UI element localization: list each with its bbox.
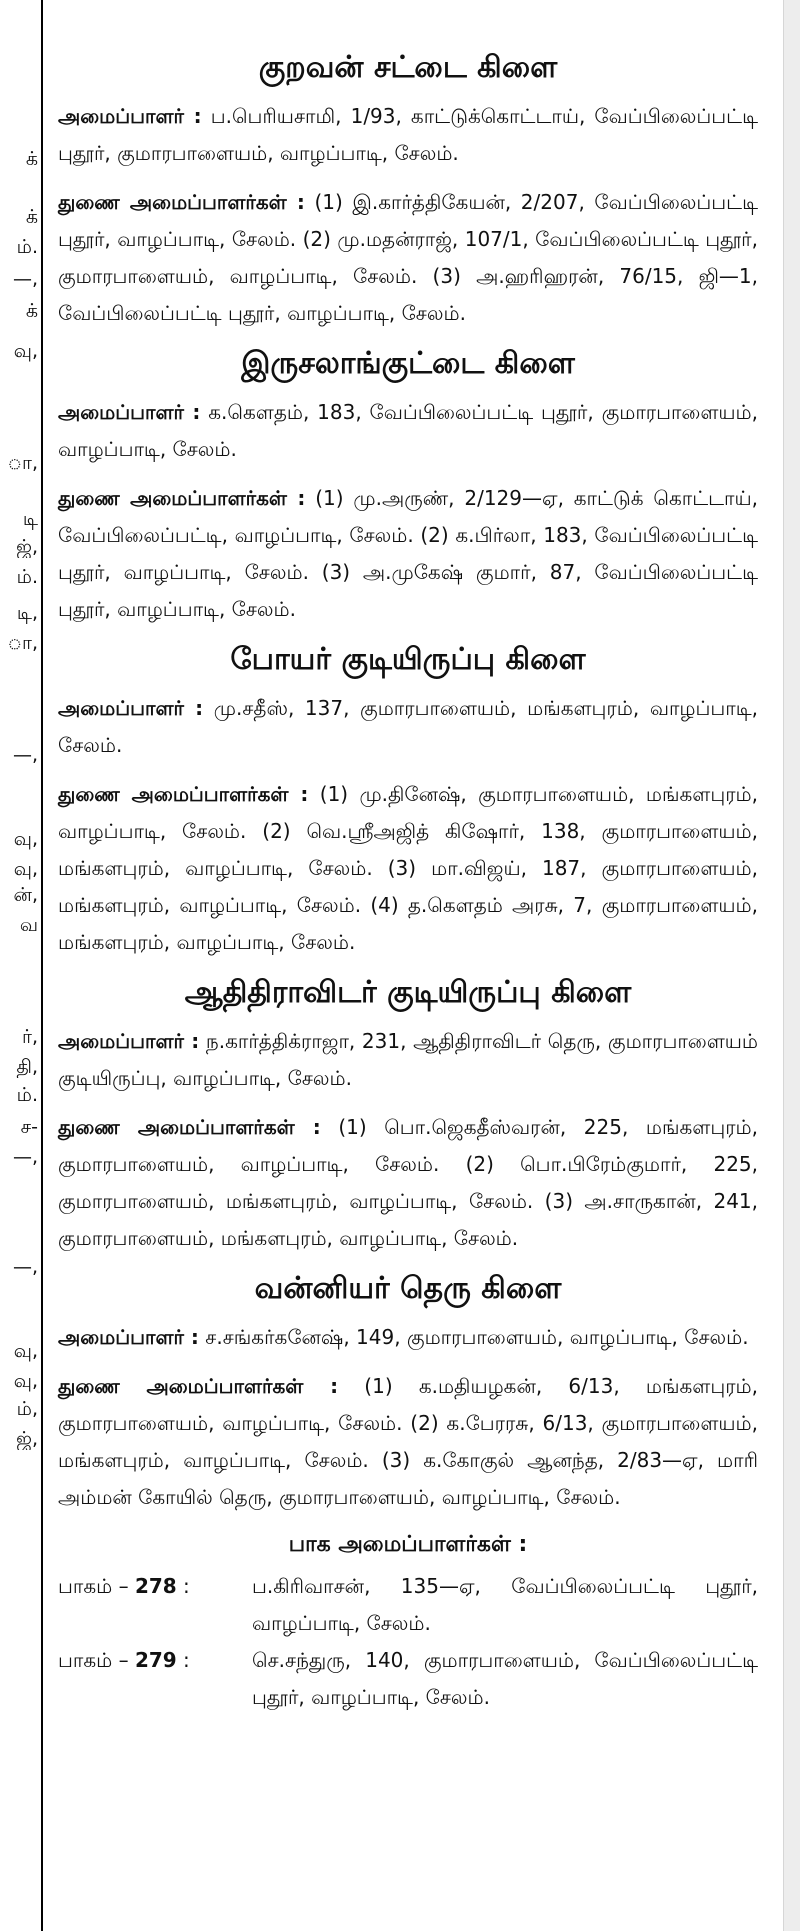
- left-fragment: க்: [25, 300, 38, 322]
- booth-label: [58, 1642, 252, 1716]
- organizer-paragraph: [58, 1023, 758, 1097]
- role-label: அமைப்பாளர் :: [58, 400, 201, 424]
- left-column-fragments: [0, 0, 40, 1931]
- booth-label: [58, 1568, 252, 1642]
- left-fragment: க்: [25, 148, 38, 170]
- left-fragment: ஜ்,: [16, 1428, 38, 1450]
- left-fragment: ம்.: [16, 1084, 38, 1106]
- booth-number: 279: [134, 1648, 177, 1672]
- left-fragment: ம்,: [16, 1398, 38, 1420]
- role-label: துணை அமைப்பாளர்கள் :: [58, 1374, 339, 1398]
- role-label: அமைப்பாளர் :: [58, 1029, 200, 1053]
- deputy-organizers-paragraph: [58, 1368, 758, 1516]
- organizer-paragraph: [58, 394, 758, 468]
- booth-separator: :: [183, 1574, 190, 1598]
- booth-details: ப.கிரிவாசன், 135—ஏ, வேப்பிலைப்பட்டி புதூர், வாழப்பாடி, சேலம்.: [252, 1574, 758, 1635]
- organizer-details: ச.சங்கர்கனேஷ், 149, குமாரபாளையம், வாழப்பாடி, சேலம்.: [205, 1325, 749, 1349]
- deputy-organizers-paragraph: [58, 1109, 758, 1257]
- booth-entry: [58, 1642, 758, 1716]
- section-title: வன்னியர் தெரு கிளை: [254, 1271, 562, 1306]
- booth-prefix: பாகம் –: [58, 1574, 129, 1598]
- branch-section: [58, 48, 758, 332]
- booth-number: 278: [134, 1574, 177, 1598]
- left-fragment: வ: [19, 914, 38, 936]
- deputy-details: (1) இ.கார்த்திகேயன், 2/207, வேப்பிலைப்பட்டி புதூர், வாழப்பாடி, சேலம். (2) மு.மதன்ராஜ், 107/1, வேப்பிலைப்பட்டி புதூர், குமாரபாளையம், வாழப்பாடி, சேலம். (3) அ.ஹரிஹரன், 76/15, ஜி—1, வேப்பிலைப்பட்டி புதூர், வாழப்பாடி, சேலம்.: [58, 190, 758, 325]
- section-title: போயர் குடியிருப்பு கிளை: [230, 642, 586, 677]
- left-fragment: டி,: [16, 602, 38, 624]
- left-fragment: வு,: [13, 828, 38, 850]
- organizer-paragraph: [58, 98, 758, 172]
- left-fragment: க்: [25, 206, 38, 228]
- left-fragment: ா,: [7, 452, 38, 474]
- left-fragment: வு,: [13, 1340, 38, 1362]
- role-label: அமைப்பாளர் :: [58, 1325, 199, 1349]
- role-label: அமைப்பாளர் :: [58, 696, 204, 720]
- left-fragment: —,: [12, 1256, 38, 1278]
- left-fragment: தி,: [16, 1056, 38, 1078]
- organizer-details: ப.பெரியசாமி, 1/93, காட்டுக்கொட்டாய், வேப்பிலைப்பட்டி புதூர், குமாரபாளையம், வாழப்பாடி, சேலம்.: [58, 104, 759, 165]
- left-fragment: வு,: [13, 340, 38, 362]
- role-label: துணை அமைப்பாளர்கள் :: [58, 782, 309, 806]
- organizer-details: ந.கார்த்திக்ராஜா, 231, ஆதிதிராவிடர் தெரு, குமாரபாளையம் குடியிருப்பு, வாழப்பாடி, சேலம்.: [58, 1029, 758, 1090]
- left-fragment: வு,: [13, 1370, 38, 1392]
- left-fragment: ஜ்,: [16, 536, 38, 558]
- left-fragment: ச-: [20, 1116, 38, 1138]
- left-fragment: —,: [12, 268, 38, 290]
- left-fragment: வு,: [13, 858, 38, 880]
- organizer-details: மு.சதீஸ், 137, குமாரபாளையம், மங்களபுரம், வாழப்பாடி, சேலம்.: [58, 696, 759, 757]
- deputy-details: (1) மு.தினேஷ், குமாரபாளையம், மங்களபுரம், வாழப்பாடி, சேலம். (2) வெ.ஸ்ரீஅஜித் கிஷோர், 138, குமாரபாளையம், மங்களபுரம், வாழப்பாடி, சேலம். (3) மா.விஜய், 187, குமாரபாளையம், மங்களபுரம், வாழப்பாடி, சேலம். (4) த.கௌதம் அரசு, 7, குமாரபாளையம், மங்களபுரம், வாழப்பாடி, சேலம்.: [58, 782, 758, 954]
- left-fragment: ம்.: [16, 236, 38, 258]
- branch-section: [58, 1269, 758, 1516]
- column-divider: [41, 0, 43, 1931]
- left-fragment: ம்.: [16, 566, 38, 588]
- role-label: துணை அமைப்பாளர்கள் :: [58, 1115, 321, 1139]
- deputy-organizers-paragraph: [58, 776, 758, 961]
- left-fragment: ர்,: [22, 1026, 38, 1048]
- section-title: குறவன் சட்டை கிளை: [258, 50, 558, 85]
- branch-section: [58, 973, 758, 1257]
- main-column: [58, 48, 758, 1716]
- section-title: ஆதிதிராவிடர் குடியிருப்பு கிளை: [184, 975, 632, 1010]
- branch-section: [58, 640, 758, 961]
- left-fragment: ா,: [7, 632, 38, 654]
- organizer-paragraph: [58, 1319, 758, 1356]
- page-edge: [783, 0, 800, 1931]
- booth-organizers-title: பாக அமைப்பாளர்கள் :: [288, 1532, 528, 1557]
- deputy-organizers-paragraph: [58, 480, 758, 628]
- booth-separator: :: [183, 1648, 190, 1672]
- role-label: அமைப்பாளர் :: [58, 104, 202, 128]
- organizer-paragraph: [58, 690, 758, 764]
- booth-details: செ.சந்துரு, 140, குமாரபாளையம், வேப்பிலைப்பட்டி புதூர், வாழப்பாடி, சேலம்.: [252, 1648, 758, 1709]
- booth-prefix: பாகம் –: [58, 1648, 129, 1672]
- booth-entry: [58, 1568, 758, 1642]
- left-fragment: டி: [22, 508, 38, 530]
- deputy-details: (1) பொ.ஜெகதீஸ்வரன், 225, மங்களபுரம், குமாரபாளையம், வாழப்பாடி, சேலம். (2) பொ.பிரேம்குமார், 225, குமாரபாளையம், மங்களபுரம், வாழப்பாடி, சேலம். (3) அ.சாருகான், 241, குமாரபாளையம், மங்களபுரம், வாழப்பாடி, சேலம்.: [58, 1115, 758, 1250]
- deputy-details: (1) மு.அருண், 2/129—ஏ, காட்டுக் கொட்டாய், வேப்பிலைப்பட்டி, வாழப்பாடி, சேலம். (2) க.பிர்லா, 183, வேப்பிலைப்பட்டி புதூர், வாழப்பாடி, சேலம். (3) அ.முகேஷ் குமார், 87, வேப்பிலைப்பட்டி புதூர், வாழப்பாடி, சேலம்.: [58, 486, 758, 621]
- left-fragment: ன்,: [13, 884, 38, 906]
- role-label: துணை அமைப்பாளர்கள் :: [58, 190, 305, 214]
- left-fragment: —,: [12, 744, 38, 766]
- branch-section: [58, 344, 758, 628]
- section-title: இருசலாங்குட்டை கிளை: [241, 346, 575, 381]
- deputy-details: (1) க.மதியழகன், 6/13, மங்களபுரம், குமாரபாளையம், வாழப்பாடி, சேலம். (2) க.பேரரசு, 6/13, குமாரபாளையம், மங்களபுரம், வாழப்பாடி, சேலம். (3) க.கோகுல் ஆனந்த, 2/83—ஏ, மாரி அம்மன் கோயில் தெரு, குமாரபாளையம், வாழப்பாடி, சேலம்.: [58, 1374, 758, 1509]
- role-label: துணை அமைப்பாளர்கள் :: [58, 486, 306, 510]
- deputy-organizers-paragraph: [58, 184, 758, 332]
- organizer-details: க.கௌதம், 183, வேப்பிலைப்பட்டி புதூர், குமாரபாளையம், வாழப்பாடி, சேலம்.: [58, 400, 759, 461]
- left-fragment: —,: [12, 1146, 38, 1168]
